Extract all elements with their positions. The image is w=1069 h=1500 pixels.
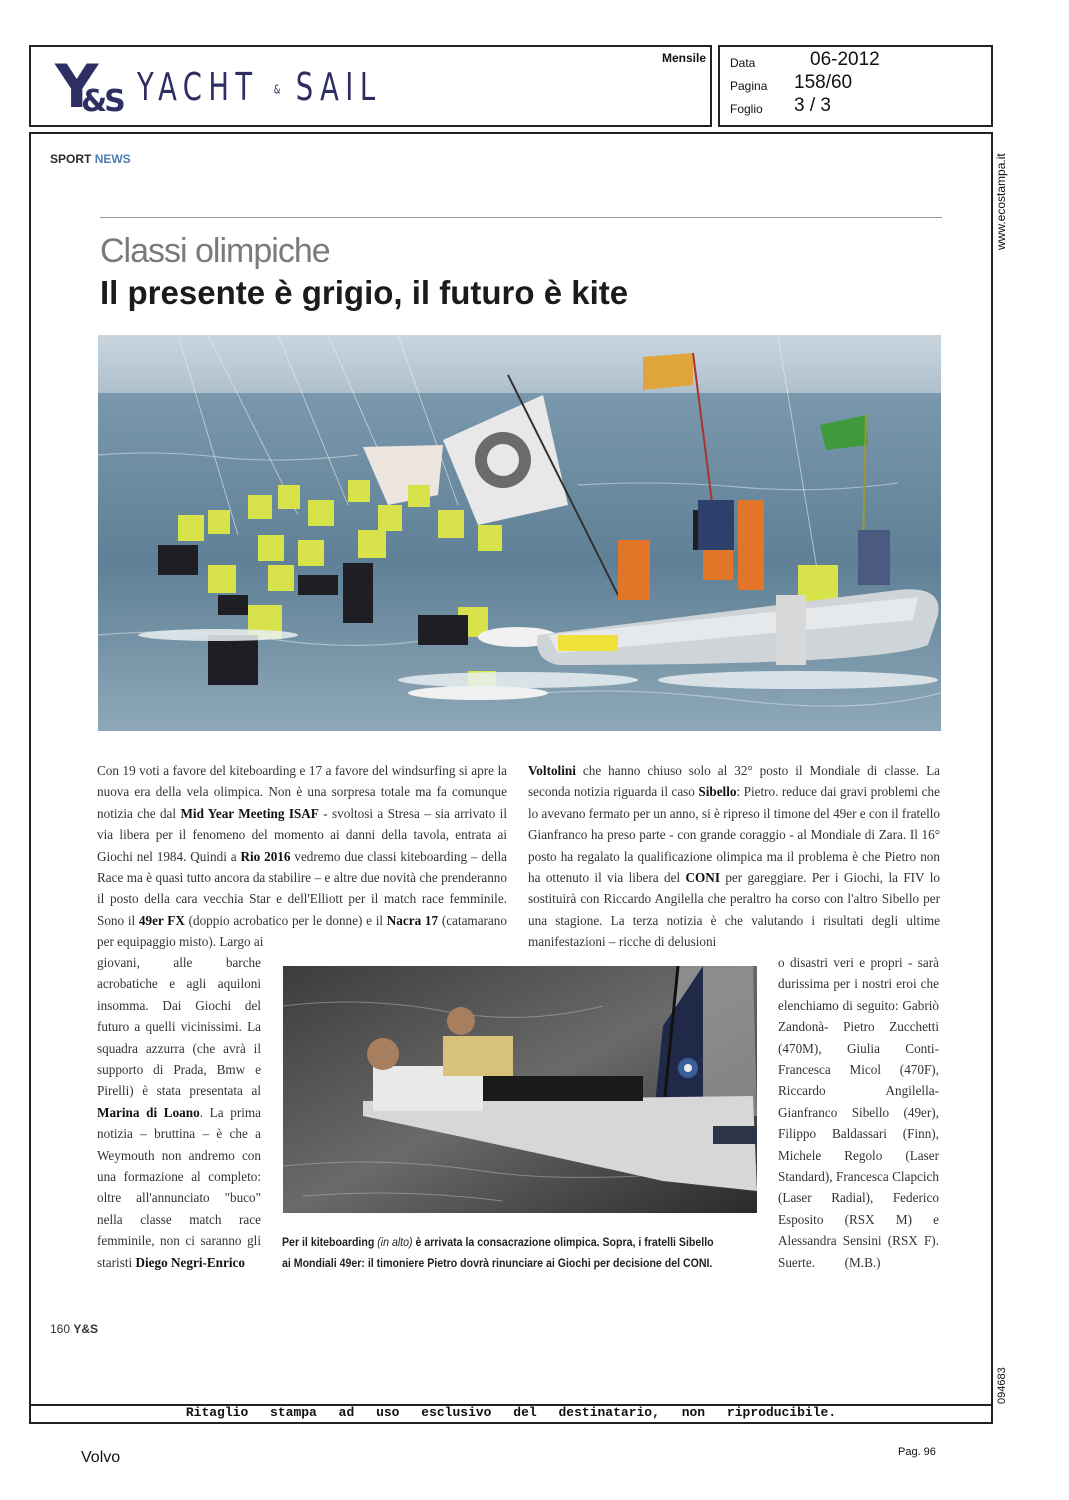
svg-text:&S: &S bbox=[81, 84, 123, 119]
pagina-label: Pagina bbox=[730, 79, 768, 93]
side-url: www.ecostampa.it bbox=[994, 153, 1008, 250]
client-name: Volvo bbox=[81, 1449, 121, 1466]
page-number: 160 Y&S bbox=[50, 1322, 99, 1336]
foglio-value: 3 / 3 bbox=[794, 95, 831, 116]
page-footer: Pag. 96 bbox=[898, 1446, 936, 1458]
article-kicker: Classi olimpiche bbox=[100, 232, 330, 270]
data-value: 06-2012 bbox=[810, 49, 880, 70]
photo-caption: Per il kiteboarding (in alto) è arrivata la consacrazione olimpica. Sopra, i fratelli Sibello ai Mondiali 49er: il timoniere Pietro dovrà rinunciare ai Giochi per decisione del CONI. bbox=[282, 1237, 714, 1270]
article-headline: Il presente è grigio, il futuro è kite bbox=[100, 274, 629, 311]
disclaimer: Ritaglio stampa ad uso esclusivo del destinatario, non riproducibile. bbox=[185, 1405, 837, 1420]
body-column-2: Voltolini che hanno chiuso solo al 32° posto il Mondiale di classe. La seconda notizia riguarda il caso Sibello: Pietro. reduce dai gravi problemi che lo avevano fermato per un anno, si è ripreso il timone del 49er e con il fratello Gianfranco ha preso parte - con grande coraggio - al Mondiale di Zara. Il 16° posto ha regalato la qualificazione olimpica ma il problema è che Pietro non ha ottenuto il via libera del CONI per gareggiare. Per i Giochi, la FIV lo sostituirà con Riccardo Angilella che peraltro ha corso con l'altro Sibello per una stagione. La terza notizia è che valutando i risultati degli ultime manifestazioni – ricche di delusioni bbox=[528, 763, 940, 950]
body-column-1: Con 19 voti a favore del kiteboarding e 17 a favore del windsurfing si apre la nuova era della vela olimpica. Non è una sorpresa totale ma fa comunque notizia che dal Mid Year Meeting ISAF - svoltosi a Stresa – sia arrivato il via libera per il fenomeno del momento ai danni della tavola, entrata ai Giochi nel 1984. Quindi a Rio 2016 vedremo due classi kiteboarding – della Race ma è quasi tutto ancora da stabilire – e altre due novità che prenderanno il posto della cara vecchia Star e dell'Elliott per il match race femminile. Sono il 49er FX (doppio acrobatico per le donne) e il Nacra 17 (catamarano per equipaggio misto). Largo ai bbox=[97, 763, 507, 950]
section-tag: SPORT NEWS bbox=[50, 152, 131, 166]
kiteboarding-photo bbox=[98, 335, 941, 731]
metadata-box bbox=[718, 45, 993, 127]
svg-text:Y: Y bbox=[55, 53, 91, 119]
body-column-2-narrow: o disastri veri e propri - sarà durissima per i nostri eroi che elenchiamo di seguito: Gabriò Zandonà- Pietro Zucchetti (470M), Giulia Conti- Francesca Micol (470F), Riccardo Angilella-Gianfranco Sibello (49er), Filippo Baldassari (Finn), Michele Regolo (Laser Standard), Francesca Clapcich (Laser Radial), Federico Esposito (RSX M) e Alessandra Sensini (RSX F). Suerte. (M.B.) bbox=[778, 955, 939, 1270]
masthead-box bbox=[29, 45, 712, 127]
49er-photo bbox=[283, 966, 757, 1213]
pagina-value: 158/60 bbox=[794, 72, 853, 93]
side-code: 094683 bbox=[996, 1367, 1008, 1404]
frequency-label: Mensile bbox=[661, 51, 706, 65]
data-label: Data bbox=[730, 56, 756, 70]
body-column-1-narrow: giovani, alle barche acrobatiche e agli aquiloni insomma. Dai Giochi del futuro a quelli vicinissimi. La squadra azzurra (che avrà il supporto di Prada, Bmw e Pirelli) è stata presentata al Marina di Loano. La prima notizia – bruttina – è che a Weymouth non andremo con una formazione al completo: oltre all'annunciato "buco" nella classe match race femminile, non ci saranno gli staristi Diego Negri-Enrico bbox=[97, 955, 261, 1270]
logo-wordmark: YACHT & SAIL bbox=[137, 65, 382, 109]
foglio-label: Foglio bbox=[730, 102, 763, 116]
yacht-sail-logo-icon bbox=[53, 53, 131, 119]
title-rule bbox=[100, 217, 942, 218]
